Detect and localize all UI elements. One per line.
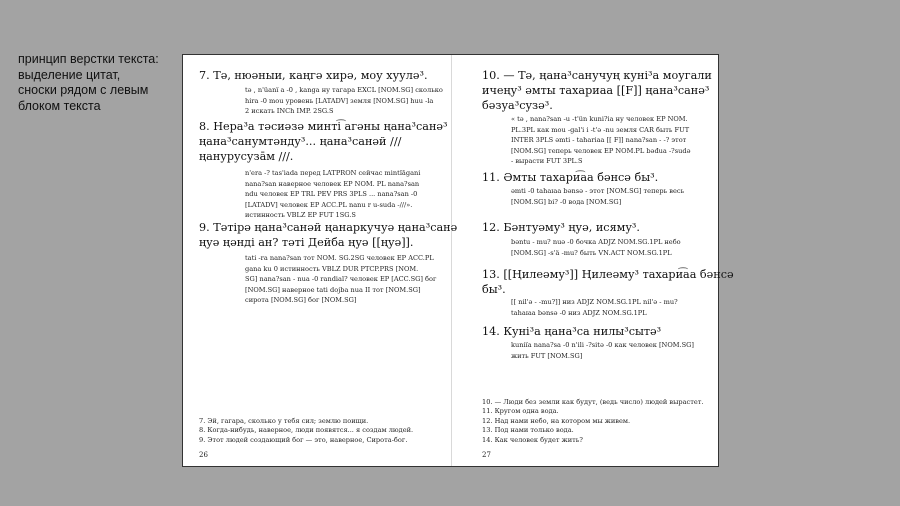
interlinear-gloss xyxy=(511,237,681,258)
gloss-line: [NOM.SG] bi? -0 вода [NOM.SG] xyxy=(511,197,622,206)
footnote: 13. Под нами только вода. xyxy=(482,426,574,435)
interlinear-gloss xyxy=(511,297,678,318)
example-entry-10 xyxy=(482,68,712,113)
example-heading: ңуә ңәнді ан? тәті Дейба ңуә [[ңуә]]. xyxy=(199,236,414,249)
footnote: 12. Над нами небо, на котором мы живем. xyxy=(482,416,631,425)
gloss-line: kuniïa nana?sa -0 n'ili -?sitə -0 как человек [NOM.SG] xyxy=(511,341,694,349)
caption-line: принцип верстки текста: xyxy=(18,52,159,66)
example-entry-7 xyxy=(199,68,428,83)
gloss-line: tə , n'üanï a -0 , kanga ну тагара EXCL [NOM.SG] сколько xyxy=(245,86,443,94)
gloss-line: bəntu - mu? nuə -0 бочка ADJZ NOM.SG.1PL небо xyxy=(511,238,681,246)
gloss-line: nana?san наверное человек EP NOM. PL nana?san xyxy=(245,179,420,188)
example-heading: 7. Тә, нюәныи, каңгә хирә, моу хуулә³. xyxy=(199,69,428,82)
caption-line: сноски рядом с левым xyxy=(18,83,149,97)
gloss-line: [NOM.SG] -s'ä -mu? быть VN.ACT NOM.SG.1PL xyxy=(511,248,672,257)
example-heading: 8. Нера³а тәсиәзә минті͡ агәны ңана³санә³ xyxy=(199,120,448,133)
example-heading: ичеңу³ әмты тахариаа [[F]] ңана³санә³ xyxy=(482,84,710,97)
example-entry-11 xyxy=(482,170,658,185)
example-entry-14 xyxy=(482,324,661,339)
interlinear-gloss xyxy=(245,85,443,117)
gloss-line: INTER 3PLS əmti - tahariaa [[ F]] nana?san - -? этот xyxy=(511,136,687,145)
gloss-line: [LATADV] человек EP ACC.PL nanu r u-suda -///». xyxy=(245,200,413,209)
caption-line: блоком текста xyxy=(18,98,101,113)
page-number: 26 xyxy=(199,451,208,459)
footnote: 10. — Люди без земли как будут, (ведь число) людей вырастет. xyxy=(482,398,704,406)
gloss-line: tahaɪaa bənsə -0 низ ADJZ NOM.SG.1PL xyxy=(511,308,647,317)
footnote: 14. Как человек будет жить? xyxy=(482,435,583,444)
gloss-line: сирота [NOM.SG] бог [NOM.SG] xyxy=(245,296,357,305)
gloss-line: « tə , nana?san -u -t'ün kuni?ia ну человек EP NOM. xyxy=(511,115,688,123)
example-heading: бы³. xyxy=(482,283,506,296)
footnote: 11. Кругом одна вода. xyxy=(482,407,559,416)
gloss-line: tati -ra nana?san тот NOM. SG.2SG человек EP ACC.PL xyxy=(245,254,434,262)
interlinear-gloss xyxy=(245,168,420,221)
example-heading: 12. Бәнтуәму³ ңуә, исяму³. xyxy=(482,221,640,234)
gloss-line: hira -0 mou уровень [LATADV] земля [NOM.SG] huu -la xyxy=(245,96,434,105)
interlinear-gloss xyxy=(245,253,436,306)
right-page xyxy=(452,55,734,466)
footnote: 7. Эй, гагара, сколько у тебя сил; землю поищи. xyxy=(199,417,369,425)
footnotes xyxy=(482,398,704,445)
gloss-line: SG] nana?san - nua -0 randial? человек EP [ACC.SG] бог xyxy=(245,275,437,284)
book-spread xyxy=(182,54,734,467)
footnote: 9. Этот людей создающий бог — это, наверное, Сирота-бог. xyxy=(199,435,408,444)
gloss-line: 2 искать INCh IMP. 2SG.S xyxy=(245,107,334,116)
example-entry-9 xyxy=(199,220,457,250)
gloss-line: [[ nil'ə - -mu?]] низ ADJZ NOM.SG.1PL nil'ə - mu? xyxy=(511,298,678,306)
gloss-line: [NOM.SG] теперь человек EP NOM.PL bəđua -?sudə xyxy=(511,146,691,155)
interlinear-gloss xyxy=(511,340,694,361)
example-heading: бәзуа³сузә³. xyxy=(482,99,553,112)
example-heading: 14. Куні³а ңана³са нилы³сытә³ xyxy=(482,325,662,338)
gloss-line: PL.3PL как mou -gal'i i -t'ə -nu земля CAR быть FUT xyxy=(511,125,690,134)
gloss-line: ndu человек EP TRL PEV PRS 3PLS ... nana?san -0 xyxy=(245,190,418,199)
footnotes xyxy=(199,417,413,445)
example-heading: ңана³санумтәнду³... ңана³санәй /// xyxy=(199,135,402,148)
layout-caption xyxy=(18,52,178,114)
example-entry-13 xyxy=(482,267,734,297)
example-heading: 9. Тәтірә ңана³санәй ңанаркучуә ңана³санә xyxy=(199,221,458,234)
example-heading: 11. Әмты тахари͡аа бәнсә бы³. xyxy=(482,171,659,184)
interlinear-gloss xyxy=(511,114,690,167)
caption-line: выделение цитат, xyxy=(18,67,121,82)
example-heading: ңанурусуза̄м ///. xyxy=(199,150,294,163)
example-heading: 13. [[Ңилеәму³]] Ңилеәму³ тахари͡аа бәнсә xyxy=(482,268,734,281)
gloss-line: - вырасти FUT 3PL.S xyxy=(511,157,583,166)
gloss-line: истинность VBLZ EP FUT 1SG.S xyxy=(245,211,356,220)
gloss-line: gana ku 0 истинность VBLZ DUR PTCP.PRS [NOM. xyxy=(245,264,419,273)
example-entry-8 xyxy=(199,119,448,164)
example-entry-12 xyxy=(482,220,640,235)
example-heading: 10. — Тә, ңана³санучуң куні³а моугали xyxy=(482,69,712,82)
gloss-line: əmti -0 tahaɪaa bənsə - этот [NOM.SG] теперь весь xyxy=(511,187,685,195)
footnote: 8. Когда-нибудь, наверное, люди появятся... я создам людей. xyxy=(199,426,414,435)
gloss-line: жить FUT [NOM.SG] xyxy=(511,351,583,360)
gloss-line: [NOM.SG] наверное tati dojba nua II тот [NOM.SG] xyxy=(245,285,421,294)
gloss-line: n'era -? tas'iada перед LATPRON сейчас mintïāgani xyxy=(245,169,421,177)
left-page xyxy=(183,55,458,466)
interlinear-gloss xyxy=(511,186,684,207)
page-number: 27 xyxy=(482,451,491,459)
